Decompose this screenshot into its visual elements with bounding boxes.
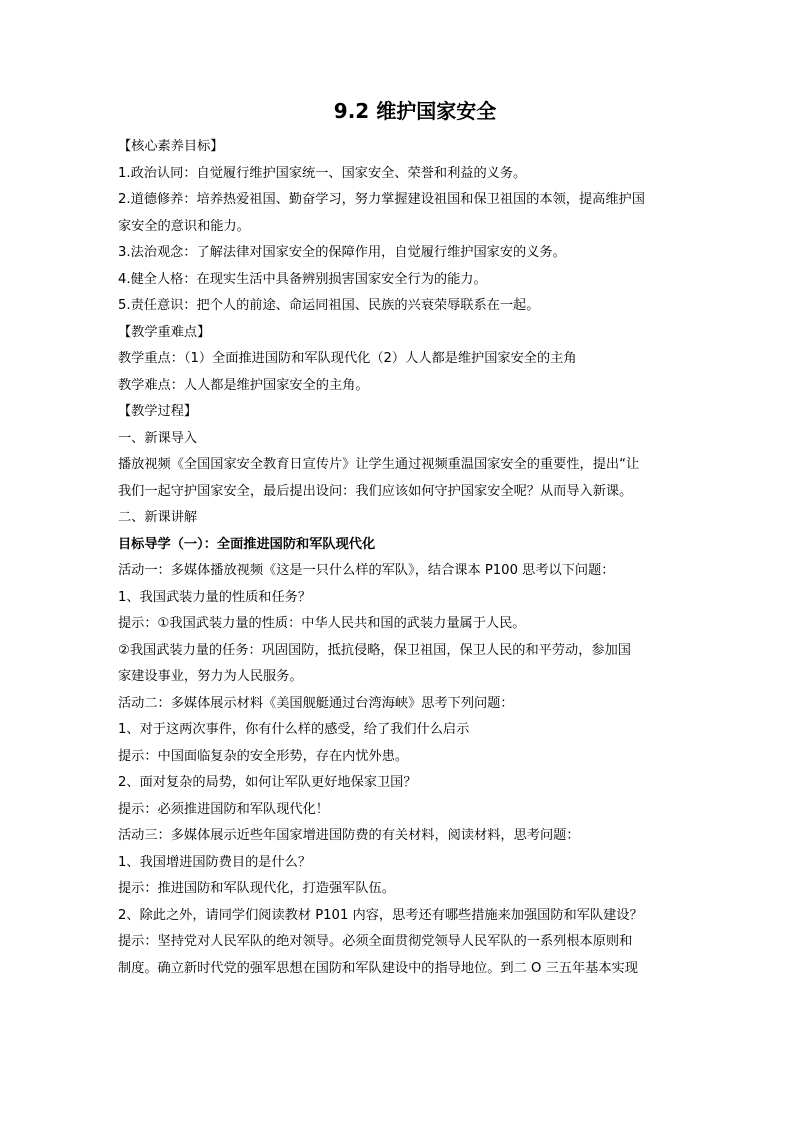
body-line: 2、除此之外，请同学们阅读教材 P101 内容，思考还有哪些措施来加强国防和军队建设？	[118, 907, 643, 923]
goal-line: 家安全的意识和能力。	[118, 218, 250, 234]
key-point-line: 教学重点：（1）全面推进国防和军队现代化（2）人人都是维护国家安全的主角	[118, 351, 577, 366]
body-line: 1、对于这两次事件，你有什么样的感受，给了我们什么启示	[118, 722, 470, 737]
body-line: 1、我国增进国防费目的是什么？	[118, 854, 312, 870]
body-line: 提示：必须推进国防和军队现代化！	[118, 801, 329, 817]
goal-line: 2.道德修养：培养热爱祖国、勤奋学习，努力掌握建设祖国和保卫祖国的本领，提高维护国	[118, 192, 645, 207]
lecture-header: 二、新课讲解	[118, 510, 198, 525]
body-line: 活动二：多媒体展示材料《美国舰艇通过台湾海峡》思考下列问题：	[118, 695, 514, 711]
body-line: 活动三：多媒体展示近些年国家增进国防费的有关材料，阅读材料，思考问题：	[118, 828, 580, 843]
key-point-line: 教学难点：人人都是维护国家安全的主角。	[118, 377, 369, 393]
body-line: 家建设事业，努力为人民服务。	[118, 669, 303, 684]
goal-line: 4.健全人格：在现实生活中具备辨别损害国家安全行为的能力。	[118, 271, 487, 287]
document-body	[118, 134, 678, 982]
body-line: 1、我国武装力量的性质和任务？	[118, 589, 312, 605]
body-line: 制度。确立新时代党的强军思想在国防和军队建设中的指导地位。到二 O 三五年基本实现	[118, 960, 638, 976]
body-line: 提示：推进国防和军队现代化，打造强军队伍。	[118, 881, 395, 896]
page-title: 9.2 维护国家安全	[333, 99, 497, 123]
body-line: 提示：①我国武装力量的性质：中华人民共和国的武装力量属于人民。	[118, 616, 526, 631]
body-line: 活动一：多媒体播放视频《这是一只什么样的军队》，结合课本 P100 思考以下问题：	[118, 563, 615, 578]
intro-line: 播放视频《全国国家安全教育日宣传片》让学生通过视频重温国家安全的重要性，提出“让	[118, 457, 640, 472]
key-points-header: 【教学重难点】	[118, 324, 211, 340]
goal-line: 3.法治观念：了解法律对国家安全的保障作用，自觉履行维护国家安的义务。	[118, 245, 566, 260]
process-header: 【教学过程】	[118, 404, 198, 419]
body-line: 提示：中国面临复杂的安全形势，存在内忧外患。	[118, 748, 409, 764]
objective-header: 目标导学（一）：全面推进国防和军队现代化	[118, 536, 376, 552]
goal-line: 1.政治认同：自觉履行维护国家统一、国家安全、荣誉和利益的义务。	[118, 165, 527, 181]
body-line: 2、面对复杂的局势，如何让军队更好地保家卫国？	[118, 775, 417, 790]
goals-header: 【核心素养目标】	[118, 139, 224, 154]
goal-line: 5.责任意识：把个人的前途、命运同祖国、民族的兴衰荣辱联系在一起。	[118, 298, 540, 313]
intro-line: 我们一起守护国家安全，最后提出设问：我们应该如何守护国家安全呢？从而导入新课。	[118, 483, 633, 499]
intro-header: 一、新课导入	[118, 430, 198, 446]
body-line: 提示：坚持党对人民军队的绝对领导。必须全面贯彻党领导人民军队的一系列根本原则和	[118, 934, 633, 949]
body-line: ②我国武装力量的任务：巩固国防，抵抗侵略，保卫祖国，保卫人民的和平劳动，参加国	[118, 642, 631, 658]
